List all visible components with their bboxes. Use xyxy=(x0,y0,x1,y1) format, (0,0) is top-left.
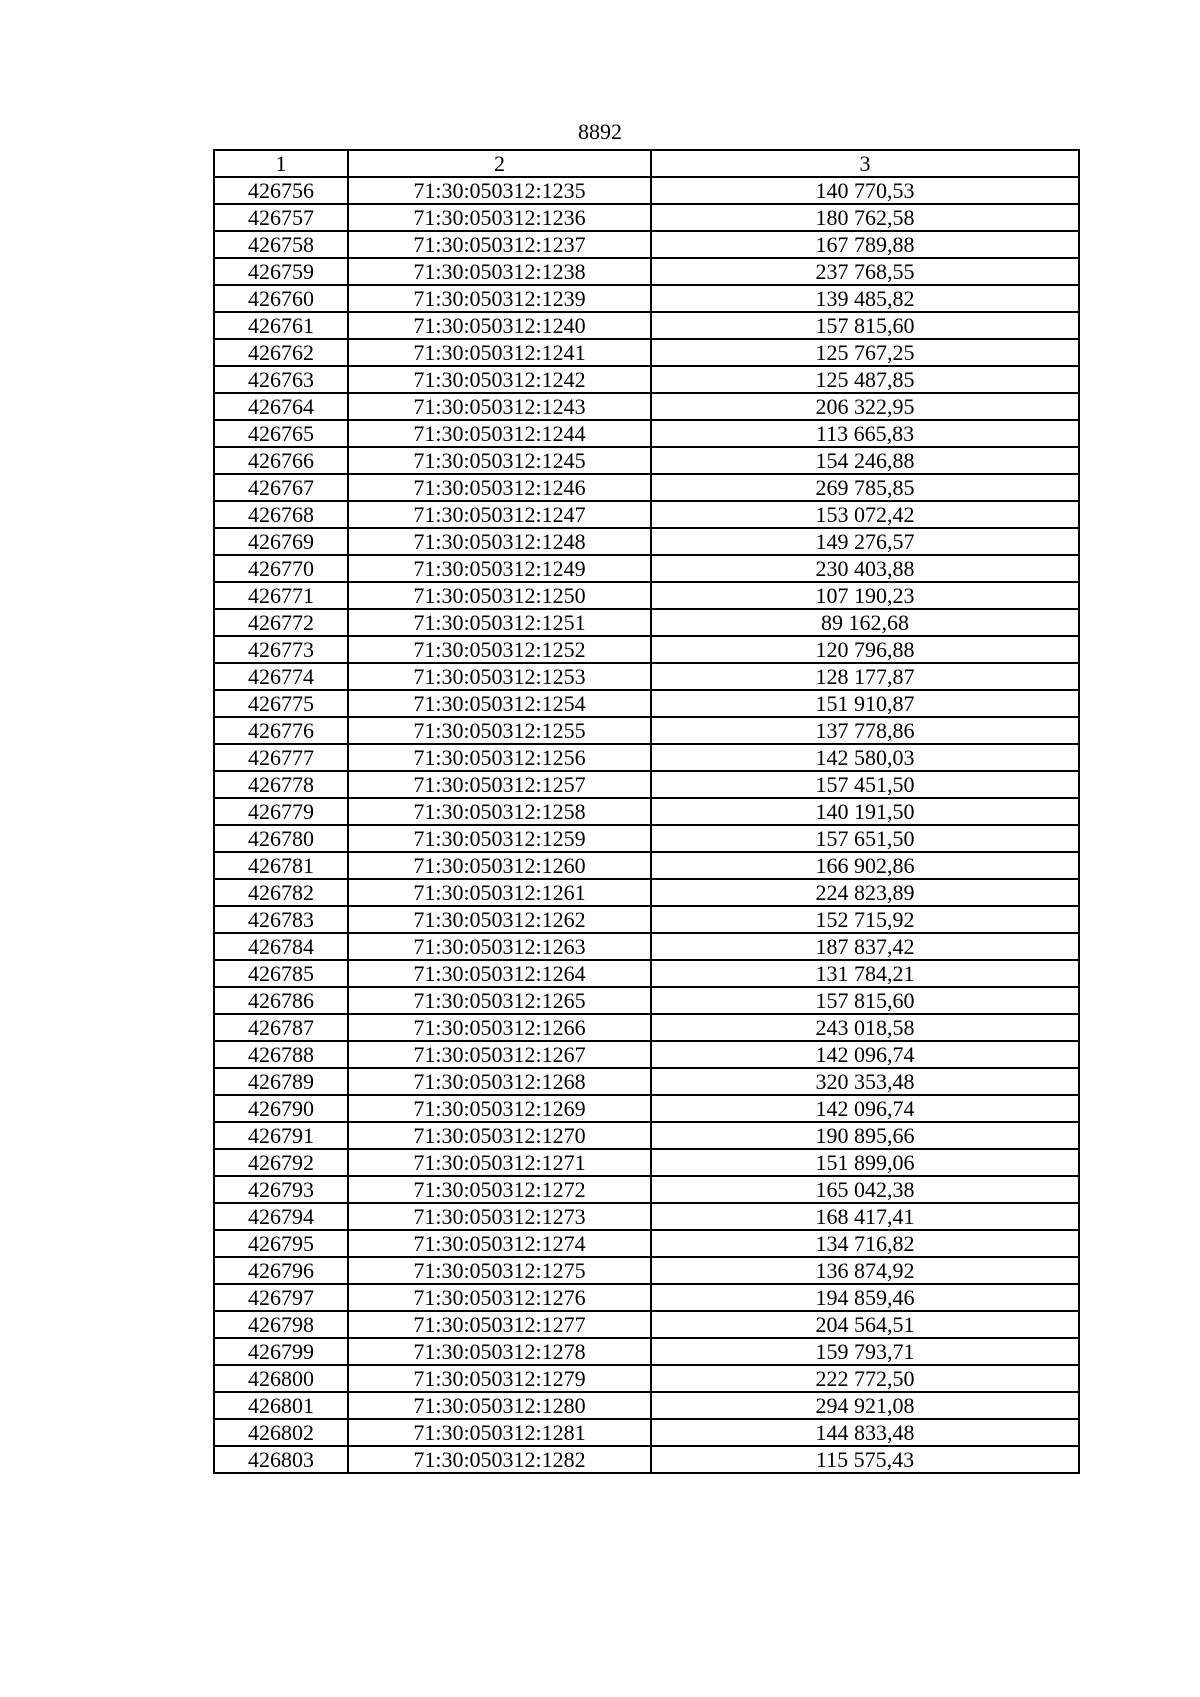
value-cell: 151 910,87 xyxy=(651,690,1079,717)
cadastral-number-cell: 71:30:050312:1239 xyxy=(348,285,651,312)
table-body xyxy=(214,177,1079,1473)
cadastral-number-cell: 71:30:050312:1277 xyxy=(348,1311,651,1338)
row-number-cell: 426793 xyxy=(214,1176,348,1203)
value-cell: 165 042,38 xyxy=(651,1176,1079,1203)
cadastral-number-cell: 71:30:050312:1253 xyxy=(348,663,651,690)
column-header-1: 1 xyxy=(214,150,348,177)
row-number-cell: 426790 xyxy=(214,1095,348,1122)
table-row xyxy=(214,987,1079,1014)
cadastral-number-cell: 71:30:050312:1276 xyxy=(348,1284,651,1311)
row-number-cell: 426763 xyxy=(214,366,348,393)
table-row xyxy=(214,1257,1079,1284)
table-row xyxy=(214,1149,1079,1176)
table-row xyxy=(214,663,1079,690)
cadastral-number-cell: 71:30:050312:1258 xyxy=(348,798,651,825)
cadastral-number-cell: 71:30:050312:1246 xyxy=(348,474,651,501)
cadastral-number-cell: 71:30:050312:1242 xyxy=(348,366,651,393)
table-row xyxy=(214,1230,1079,1257)
cadastral-number-cell: 71:30:050312:1235 xyxy=(348,177,651,204)
value-cell: 144 833,48 xyxy=(651,1419,1079,1446)
row-number-cell: 426784 xyxy=(214,933,348,960)
value-cell: 142 096,74 xyxy=(651,1095,1079,1122)
value-cell: 237 768,55 xyxy=(651,258,1079,285)
cadastral-number-cell: 71:30:050312:1261 xyxy=(348,879,651,906)
value-cell: 140 770,53 xyxy=(651,177,1079,204)
row-number-cell: 426764 xyxy=(214,393,348,420)
cadastral-number-cell: 71:30:050312:1247 xyxy=(348,501,651,528)
row-number-cell: 426779 xyxy=(214,798,348,825)
row-number-cell: 426776 xyxy=(214,717,348,744)
value-cell: 153 072,42 xyxy=(651,501,1079,528)
row-number-cell: 426792 xyxy=(214,1149,348,1176)
value-cell: 142 580,03 xyxy=(651,744,1079,771)
table-header xyxy=(214,150,1079,177)
table-row xyxy=(214,960,1079,987)
row-number-cell: 426789 xyxy=(214,1068,348,1095)
cadastral-number-cell: 71:30:050312:1237 xyxy=(348,231,651,258)
value-cell: 139 485,82 xyxy=(651,285,1079,312)
row-number-cell: 426800 xyxy=(214,1365,348,1392)
table-row xyxy=(214,420,1079,447)
table-row xyxy=(214,825,1079,852)
value-cell: 187 837,42 xyxy=(651,933,1079,960)
value-cell: 125 767,25 xyxy=(651,339,1079,366)
cadastral-number-cell: 71:30:050312:1280 xyxy=(348,1392,651,1419)
cadastral-number-cell: 71:30:050312:1260 xyxy=(348,852,651,879)
table-row xyxy=(214,1446,1079,1473)
table-row xyxy=(214,1284,1079,1311)
value-cell: 157 451,50 xyxy=(651,771,1079,798)
table-row xyxy=(214,609,1079,636)
cadastral-value-table xyxy=(213,149,1080,1474)
value-cell: 125 487,85 xyxy=(651,366,1079,393)
table-row xyxy=(214,1203,1079,1230)
value-cell: 128 177,87 xyxy=(651,663,1079,690)
value-cell: 154 246,88 xyxy=(651,447,1079,474)
row-number-cell: 426796 xyxy=(214,1257,348,1284)
cadastral-number-cell: 71:30:050312:1238 xyxy=(348,258,651,285)
row-number-cell: 426782 xyxy=(214,879,348,906)
row-number-cell: 426785 xyxy=(214,960,348,987)
cadastral-number-cell: 71:30:050312:1254 xyxy=(348,690,651,717)
table-row xyxy=(214,852,1079,879)
cadastral-number-cell: 71:30:050312:1255 xyxy=(348,717,651,744)
value-cell: 320 353,48 xyxy=(651,1068,1079,1095)
table-row xyxy=(214,501,1079,528)
row-number-cell: 426798 xyxy=(214,1311,348,1338)
row-number-cell: 426788 xyxy=(214,1041,348,1068)
table-row xyxy=(214,1041,1079,1068)
row-number-cell: 426767 xyxy=(214,474,348,501)
cadastral-number-cell: 71:30:050312:1252 xyxy=(348,636,651,663)
cadastral-number-cell: 71:30:050312:1241 xyxy=(348,339,651,366)
table-row xyxy=(214,285,1079,312)
cadastral-number-cell: 71:30:050312:1257 xyxy=(348,771,651,798)
row-number-cell: 426774 xyxy=(214,663,348,690)
cadastral-number-cell: 71:30:050312:1279 xyxy=(348,1365,651,1392)
table-row xyxy=(214,690,1079,717)
table-row xyxy=(214,1392,1079,1419)
cadastral-number-cell: 71:30:050312:1250 xyxy=(348,582,651,609)
table-row xyxy=(214,744,1079,771)
cadastral-number-cell: 71:30:050312:1259 xyxy=(348,825,651,852)
table-row xyxy=(214,231,1079,258)
value-cell: 140 191,50 xyxy=(651,798,1079,825)
table-row xyxy=(214,528,1079,555)
row-number-cell: 426773 xyxy=(214,636,348,663)
column-header-3: 3 xyxy=(651,150,1079,177)
value-cell: 168 417,41 xyxy=(651,1203,1079,1230)
cadastral-number-cell: 71:30:050312:1245 xyxy=(348,447,651,474)
row-number-cell: 426795 xyxy=(214,1230,348,1257)
value-cell: 194 859,46 xyxy=(651,1284,1079,1311)
row-number-cell: 426791 xyxy=(214,1122,348,1149)
table-row xyxy=(214,1365,1079,1392)
value-cell: 134 716,82 xyxy=(651,1230,1079,1257)
cadastral-number-cell: 71:30:050312:1256 xyxy=(348,744,651,771)
row-number-cell: 426783 xyxy=(214,906,348,933)
table-row xyxy=(214,177,1079,204)
value-cell: 151 899,06 xyxy=(651,1149,1079,1176)
cadastral-number-cell: 71:30:050312:1275 xyxy=(348,1257,651,1284)
cadastral-number-cell: 71:30:050312:1270 xyxy=(348,1122,651,1149)
table-row xyxy=(214,474,1079,501)
table-row xyxy=(214,1176,1079,1203)
value-cell: 222 772,50 xyxy=(651,1365,1079,1392)
row-number-cell: 426756 xyxy=(214,177,348,204)
value-cell: 149 276,57 xyxy=(651,528,1079,555)
value-cell: 224 823,89 xyxy=(651,879,1079,906)
table-row xyxy=(214,582,1079,609)
value-cell: 269 785,85 xyxy=(651,474,1079,501)
header-row xyxy=(214,150,1079,177)
value-cell: 159 793,71 xyxy=(651,1338,1079,1365)
value-cell: 180 762,58 xyxy=(651,204,1079,231)
cadastral-number-cell: 71:30:050312:1262 xyxy=(348,906,651,933)
table-row xyxy=(214,1068,1079,1095)
table-row xyxy=(214,1311,1079,1338)
row-number-cell: 426758 xyxy=(214,231,348,258)
row-number-cell: 426799 xyxy=(214,1338,348,1365)
table-row xyxy=(214,339,1079,366)
cadastral-number-cell: 71:30:050312:1236 xyxy=(348,204,651,231)
value-cell: 120 796,88 xyxy=(651,636,1079,663)
value-cell: 167 789,88 xyxy=(651,231,1079,258)
cadastral-number-cell: 71:30:050312:1243 xyxy=(348,393,651,420)
row-number-cell: 426781 xyxy=(214,852,348,879)
value-cell: 113 665,83 xyxy=(651,420,1079,447)
value-cell: 230 403,88 xyxy=(651,555,1079,582)
cadastral-number-cell: 71:30:050312:1263 xyxy=(348,933,651,960)
table-row xyxy=(214,1014,1079,1041)
table-row xyxy=(214,717,1079,744)
row-number-cell: 426770 xyxy=(214,555,348,582)
cadastral-number-cell: 71:30:050312:1251 xyxy=(348,609,651,636)
value-cell: 89 162,68 xyxy=(651,609,1079,636)
row-number-cell: 426765 xyxy=(214,420,348,447)
row-number-cell: 426803 xyxy=(214,1446,348,1473)
table-row xyxy=(214,312,1079,339)
table-row xyxy=(214,204,1079,231)
row-number-cell: 426786 xyxy=(214,987,348,1014)
table-row xyxy=(214,1122,1079,1149)
table-row xyxy=(214,366,1079,393)
row-number-cell: 426761 xyxy=(214,312,348,339)
value-cell: 157 815,60 xyxy=(651,987,1079,1014)
row-number-cell: 426775 xyxy=(214,690,348,717)
row-number-cell: 426802 xyxy=(214,1419,348,1446)
cadastral-number-cell: 71:30:050312:1282 xyxy=(348,1446,651,1473)
cadastral-number-cell: 71:30:050312:1281 xyxy=(348,1419,651,1446)
cadastral-number-cell: 71:30:050312:1240 xyxy=(348,312,651,339)
row-number-cell: 426768 xyxy=(214,501,348,528)
value-cell: 142 096,74 xyxy=(651,1041,1079,1068)
row-number-cell: 426771 xyxy=(214,582,348,609)
cadastral-number-cell: 71:30:050312:1266 xyxy=(348,1014,651,1041)
cadastral-number-cell: 71:30:050312:1248 xyxy=(348,528,651,555)
table-row xyxy=(214,258,1079,285)
table-row xyxy=(214,447,1079,474)
row-number-cell: 426780 xyxy=(214,825,348,852)
table-row xyxy=(214,1095,1079,1122)
table-row xyxy=(214,555,1079,582)
value-cell: 152 715,92 xyxy=(651,906,1079,933)
row-number-cell: 426759 xyxy=(214,258,348,285)
row-number-cell: 426801 xyxy=(214,1392,348,1419)
table-row xyxy=(214,393,1079,420)
cadastral-number-cell: 71:30:050312:1244 xyxy=(348,420,651,447)
row-number-cell: 426766 xyxy=(214,447,348,474)
value-cell: 190 895,66 xyxy=(651,1122,1079,1149)
row-number-cell: 426762 xyxy=(214,339,348,366)
table-row xyxy=(214,636,1079,663)
cadastral-number-cell: 71:30:050312:1272 xyxy=(348,1176,651,1203)
value-cell: 204 564,51 xyxy=(651,1311,1079,1338)
table-row xyxy=(214,933,1079,960)
row-number-cell: 426787 xyxy=(214,1014,348,1041)
row-number-cell: 426769 xyxy=(214,528,348,555)
cadastral-number-cell: 71:30:050312:1265 xyxy=(348,987,651,1014)
table-row xyxy=(214,906,1079,933)
cadastral-number-cell: 71:30:050312:1249 xyxy=(348,555,651,582)
value-cell: 115 575,43 xyxy=(651,1446,1079,1473)
cadastral-number-cell: 71:30:050312:1267 xyxy=(348,1041,651,1068)
cadastral-number-cell: 71:30:050312:1278 xyxy=(348,1338,651,1365)
value-cell: 166 902,86 xyxy=(651,852,1079,879)
value-cell: 131 784,21 xyxy=(651,960,1079,987)
row-number-cell: 426760 xyxy=(214,285,348,312)
table-row xyxy=(214,1419,1079,1446)
cadastral-number-cell: 71:30:050312:1274 xyxy=(348,1230,651,1257)
table-row xyxy=(214,1338,1079,1365)
value-cell: 157 815,60 xyxy=(651,312,1079,339)
table-row xyxy=(214,771,1079,798)
value-cell: 107 190,23 xyxy=(651,582,1079,609)
row-number-cell: 426757 xyxy=(214,204,348,231)
value-cell: 294 921,08 xyxy=(651,1392,1079,1419)
value-cell: 136 874,92 xyxy=(651,1257,1079,1284)
row-number-cell: 426772 xyxy=(214,609,348,636)
row-number-cell: 426797 xyxy=(214,1284,348,1311)
value-cell: 243 018,58 xyxy=(651,1014,1079,1041)
row-number-cell: 426777 xyxy=(214,744,348,771)
row-number-cell: 426778 xyxy=(214,771,348,798)
table-row xyxy=(214,879,1079,906)
cadastral-number-cell: 71:30:050312:1273 xyxy=(348,1203,651,1230)
table-row xyxy=(214,798,1079,825)
column-header-2: 2 xyxy=(348,150,651,177)
row-number-cell: 426794 xyxy=(214,1203,348,1230)
value-cell: 137 778,86 xyxy=(651,717,1079,744)
cadastral-number-cell: 71:30:050312:1264 xyxy=(348,960,651,987)
value-cell: 157 651,50 xyxy=(651,825,1079,852)
cadastral-number-cell: 71:30:050312:1271 xyxy=(348,1149,651,1176)
cadastral-number-cell: 71:30:050312:1269 xyxy=(348,1095,651,1122)
value-cell: 206 322,95 xyxy=(651,393,1079,420)
page-number: 8892 xyxy=(578,119,622,144)
cadastral-number-cell: 71:30:050312:1268 xyxy=(348,1068,651,1095)
